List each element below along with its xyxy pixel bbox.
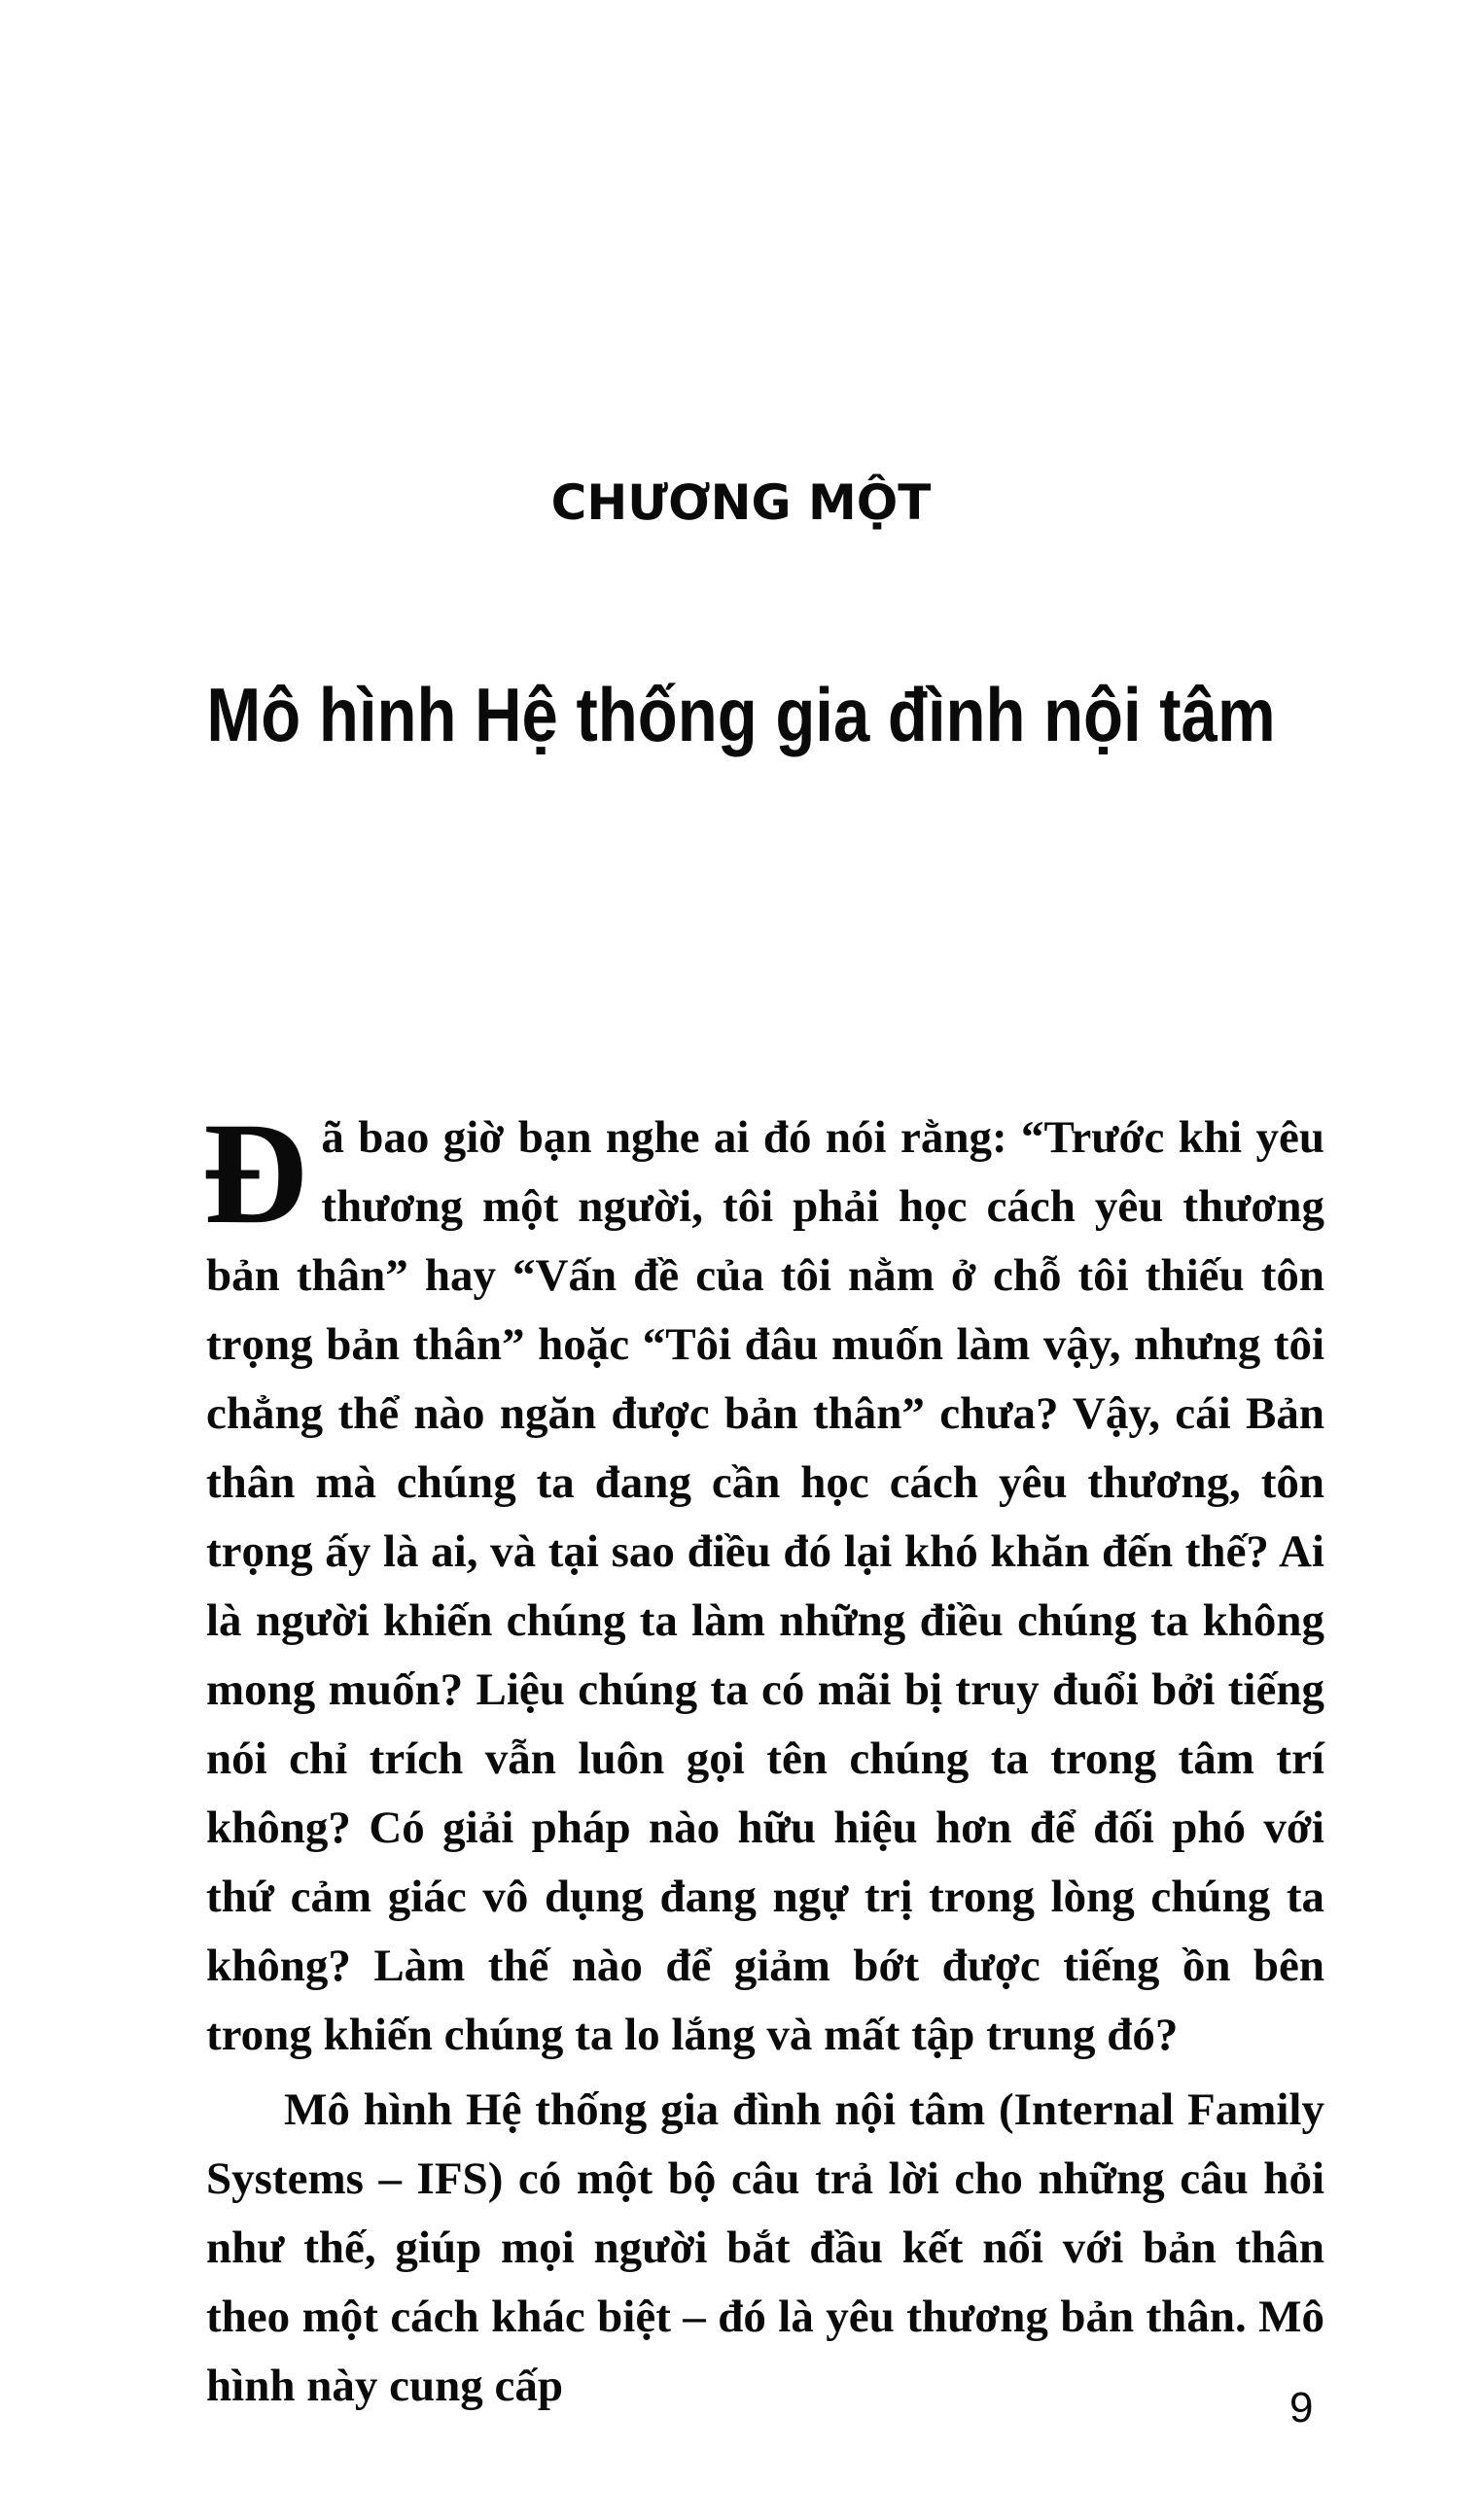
- chapter-title: Mô hình Hệ thống gia đình nội tâm: [206, 672, 1276, 757]
- drop-cap: Đ: [202, 1093, 308, 1254]
- paragraph-1-text: ã bao giờ bạn nghe ai đó nói rằng: “Trước khi yêu thương một người, tôi phải học cách yêu thương bản thân” hay “Vấn đề của tôi nằm ở chỗ tôi thiếu tôn trọng bản thân” hoặc “Tôi đâu muốn làm vậy, nhưng tôi chẳng thể nào ngăn được bản thân” chưa? Vậy, cái Bản thân mà chúng ta đang cần học cách yêu thương, tôn trọng ấy là ai, và tại sao điều đó lại khó khăn đến thế? Ai là người khiến chúng ta làm những điều chúng ta không mong muốn? Liệu chúng ta có mãi bị truy đuổi bởi tiếng nói chỉ trích vẫn luôn gọi tên chúng ta trong tâm trí không? Có giải pháp nào hữu hiệu hơn để đối phó với thứ cảm giác vô dụng đang ngự trị trong lòng chúng ta không? Làm thế nào để giảm bớt được tiếng ồn bên trong khiến chúng ta lo lắng và mất tập trung đó?: [206, 1112, 1324, 2060]
- paragraph-1: [202, 1093, 1324, 2070]
- page-number: 9: [1289, 2384, 1314, 2432]
- paragraph-2: Mô hình Hệ thống gia đình nội tâm (Internal Family Systems – IFS) có một bộ câu trả lời cho những câu hỏi như thế, giúp mọi người bắt đầu kết nối với bản thân theo một cách khác biệt – đó là yêu thương bản thân. Mô hình này cung cấp: [206, 2084, 1324, 2411]
- chapter-label: CHƯƠNG MỘT: [550, 474, 932, 531]
- body-text: [202, 1093, 1324, 2421]
